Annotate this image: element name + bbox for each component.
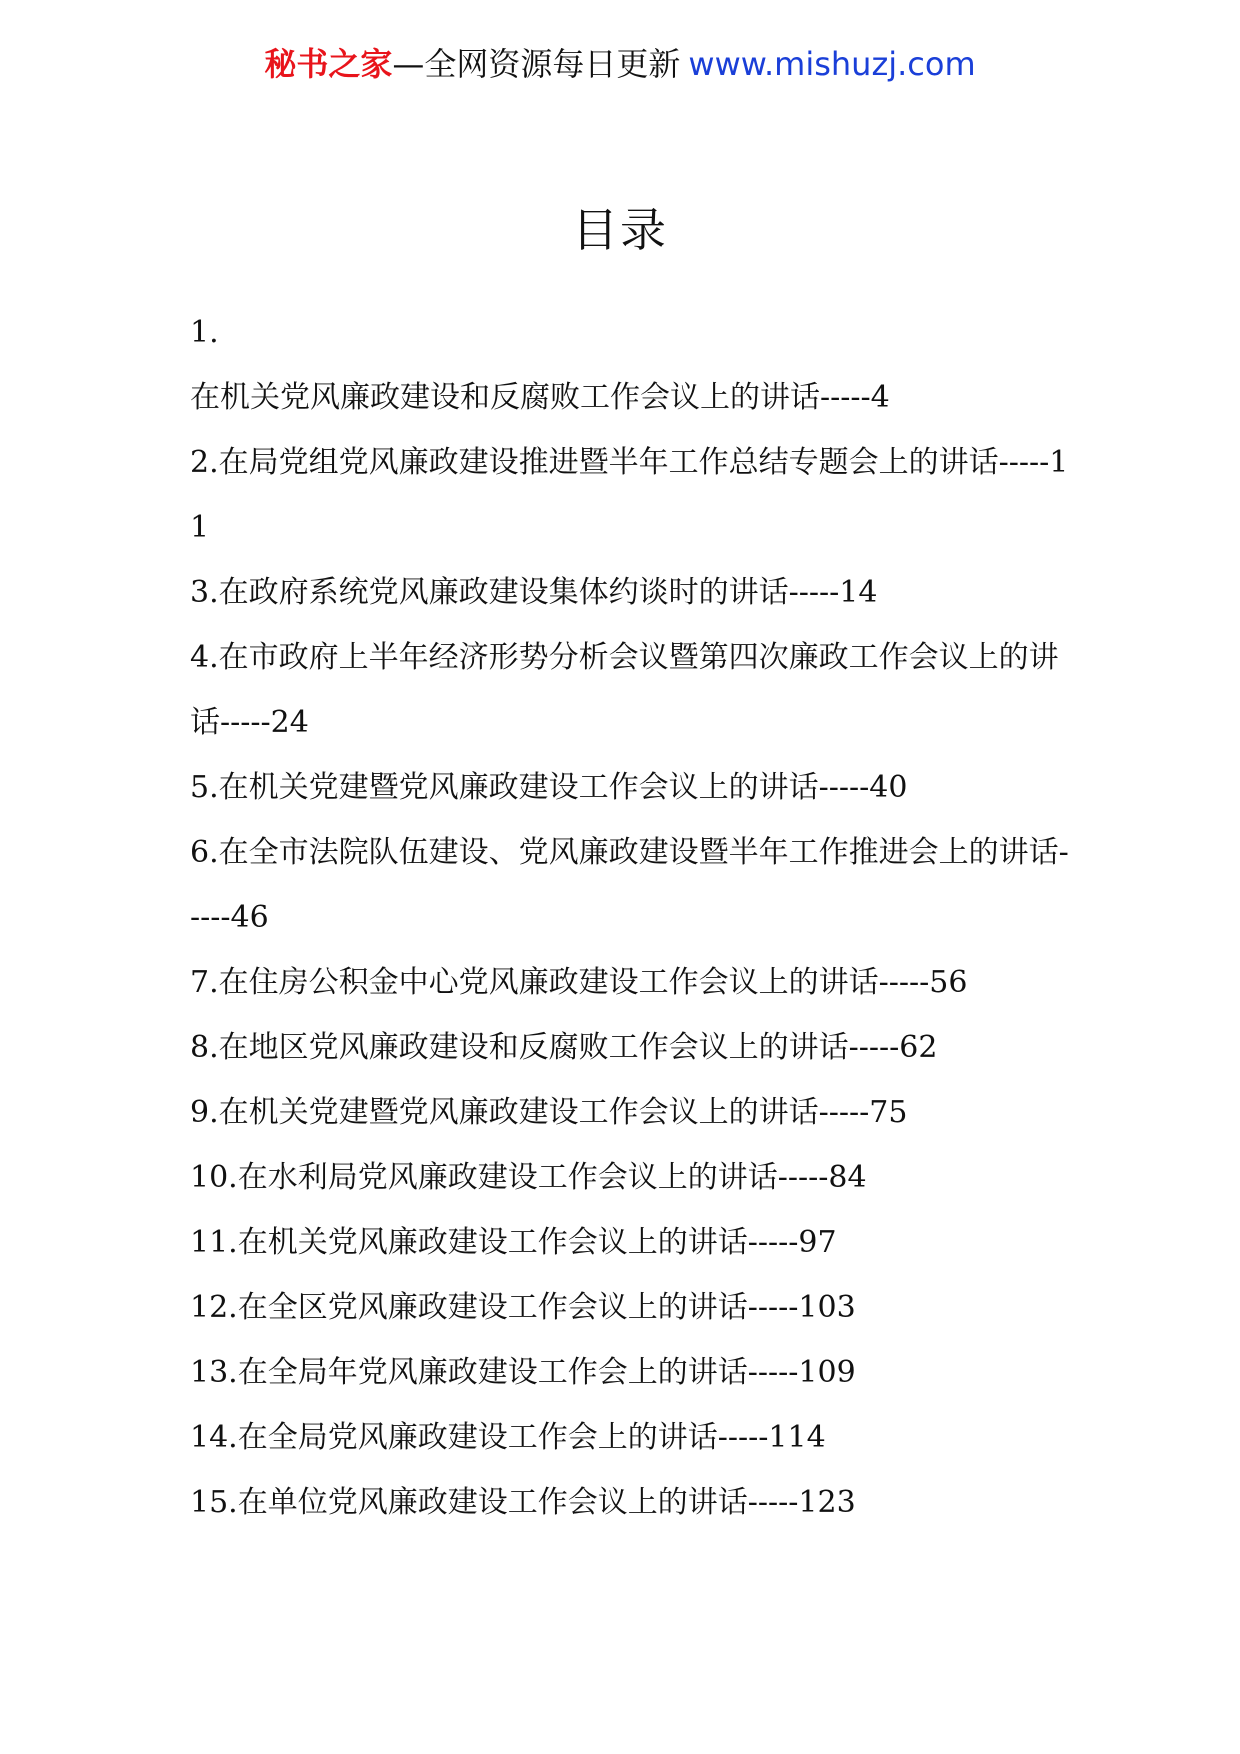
- toc-entry-number: 7.: [190, 965, 219, 1000]
- toc-entry-number: 5.: [190, 770, 219, 805]
- toc-entry[interactable]: [190, 560, 1070, 625]
- toc-entry-number: 8.: [190, 1030, 219, 1065]
- toc-entry[interactable]: [190, 820, 1070, 950]
- toc-entry-number: 9.: [190, 1095, 219, 1130]
- toc-entry-number: 3.: [190, 575, 219, 610]
- toc-entry-number: 12.: [190, 1290, 238, 1325]
- toc-entry[interactable]: [190, 950, 1070, 1015]
- toc-entry-number: 10.: [190, 1160, 238, 1195]
- toc-entry-text: 在水利局党风廉政建设工作会议上的讲话-----84: [237, 1160, 867, 1195]
- toc-entry-text: 在机关党建暨党风廉政建设工作会议上的讲话-----75: [218, 1095, 908, 1130]
- toc-entry-text: 在机关党建暨党风廉政建设工作会议上的讲话-----40: [218, 770, 908, 805]
- toc-entry-text: 在机关党风廉政建设和反腐败工作会议上的讲话-----4: [190, 380, 890, 415]
- toc-entry[interactable]: [190, 1080, 1070, 1145]
- toc-entry-text: 在政府系统党风廉政建设集体约谈时的讲话-----14: [218, 575, 878, 610]
- toc-entry[interactable]: [190, 1340, 1070, 1405]
- toc-entry[interactable]: [190, 755, 1070, 820]
- toc-entry-text: 在全市法院队伍建设、党风廉政建设暨半年工作推进会上的讲话-----46: [190, 835, 1069, 935]
- toc-entry[interactable]: [190, 300, 1070, 430]
- toc-entry[interactable]: [190, 1470, 1070, 1535]
- table-of-contents: [190, 300, 1070, 1535]
- toc-entry-text: 在单位党风廉政建设工作会议上的讲话-----123: [237, 1485, 856, 1520]
- brand-name: 秘书之家: [264, 45, 393, 83]
- toc-entry-number: 15.: [190, 1485, 238, 1520]
- toc-entry-text: 在局党组党风廉政建设推进暨半年工作总结专题会上的讲话-----11: [190, 445, 1069, 545]
- toc-entry[interactable]: [190, 1015, 1070, 1080]
- toc-entry-text: 在全局党风廉政建设工作会上的讲话-----114: [237, 1420, 826, 1455]
- toc-entry-number: 1.: [190, 315, 219, 350]
- toc-entry-text: 在地区党风廉政建设和反腐败工作会议上的讲话-----62: [218, 1030, 938, 1065]
- toc-entry[interactable]: [190, 1210, 1070, 1275]
- document-title: 目录: [572, 203, 668, 257]
- toc-entry-number: 14.: [190, 1420, 238, 1455]
- site-url-link[interactable]: www.mishuzj.com: [688, 45, 976, 83]
- toc-entry-text: 在全局年党风廉政建设工作会上的讲话-----109: [237, 1355, 856, 1390]
- toc-entry-number: 2.: [190, 445, 219, 480]
- page-header: [0, 40, 1240, 88]
- toc-entry[interactable]: [190, 625, 1070, 755]
- toc-entry[interactable]: [190, 430, 1070, 560]
- header-slogan: —全网资源每日更新: [392, 45, 681, 83]
- toc-entry-text: 在机关党风廉政建设工作会议上的讲话-----97: [237, 1225, 837, 1260]
- toc-entry[interactable]: [190, 1275, 1070, 1340]
- toc-entry-text: 在全区党风廉政建设工作会议上的讲话-----103: [237, 1290, 856, 1325]
- toc-entry-number: 11.: [190, 1225, 238, 1260]
- toc-entry-number: 13.: [190, 1355, 238, 1390]
- toc-entry-number: 6.: [190, 835, 219, 870]
- toc-entry[interactable]: [190, 1145, 1070, 1210]
- toc-entry-text: 在市政府上半年经济形势分析会议暨第四次廉政工作会议上的讲话-----24: [190, 640, 1059, 740]
- toc-entry[interactable]: [190, 1405, 1070, 1470]
- toc-entry-number: 4.: [190, 640, 219, 675]
- toc-entry-text: 在住房公积金中心党风廉政建设工作会议上的讲话-----56: [218, 965, 968, 1000]
